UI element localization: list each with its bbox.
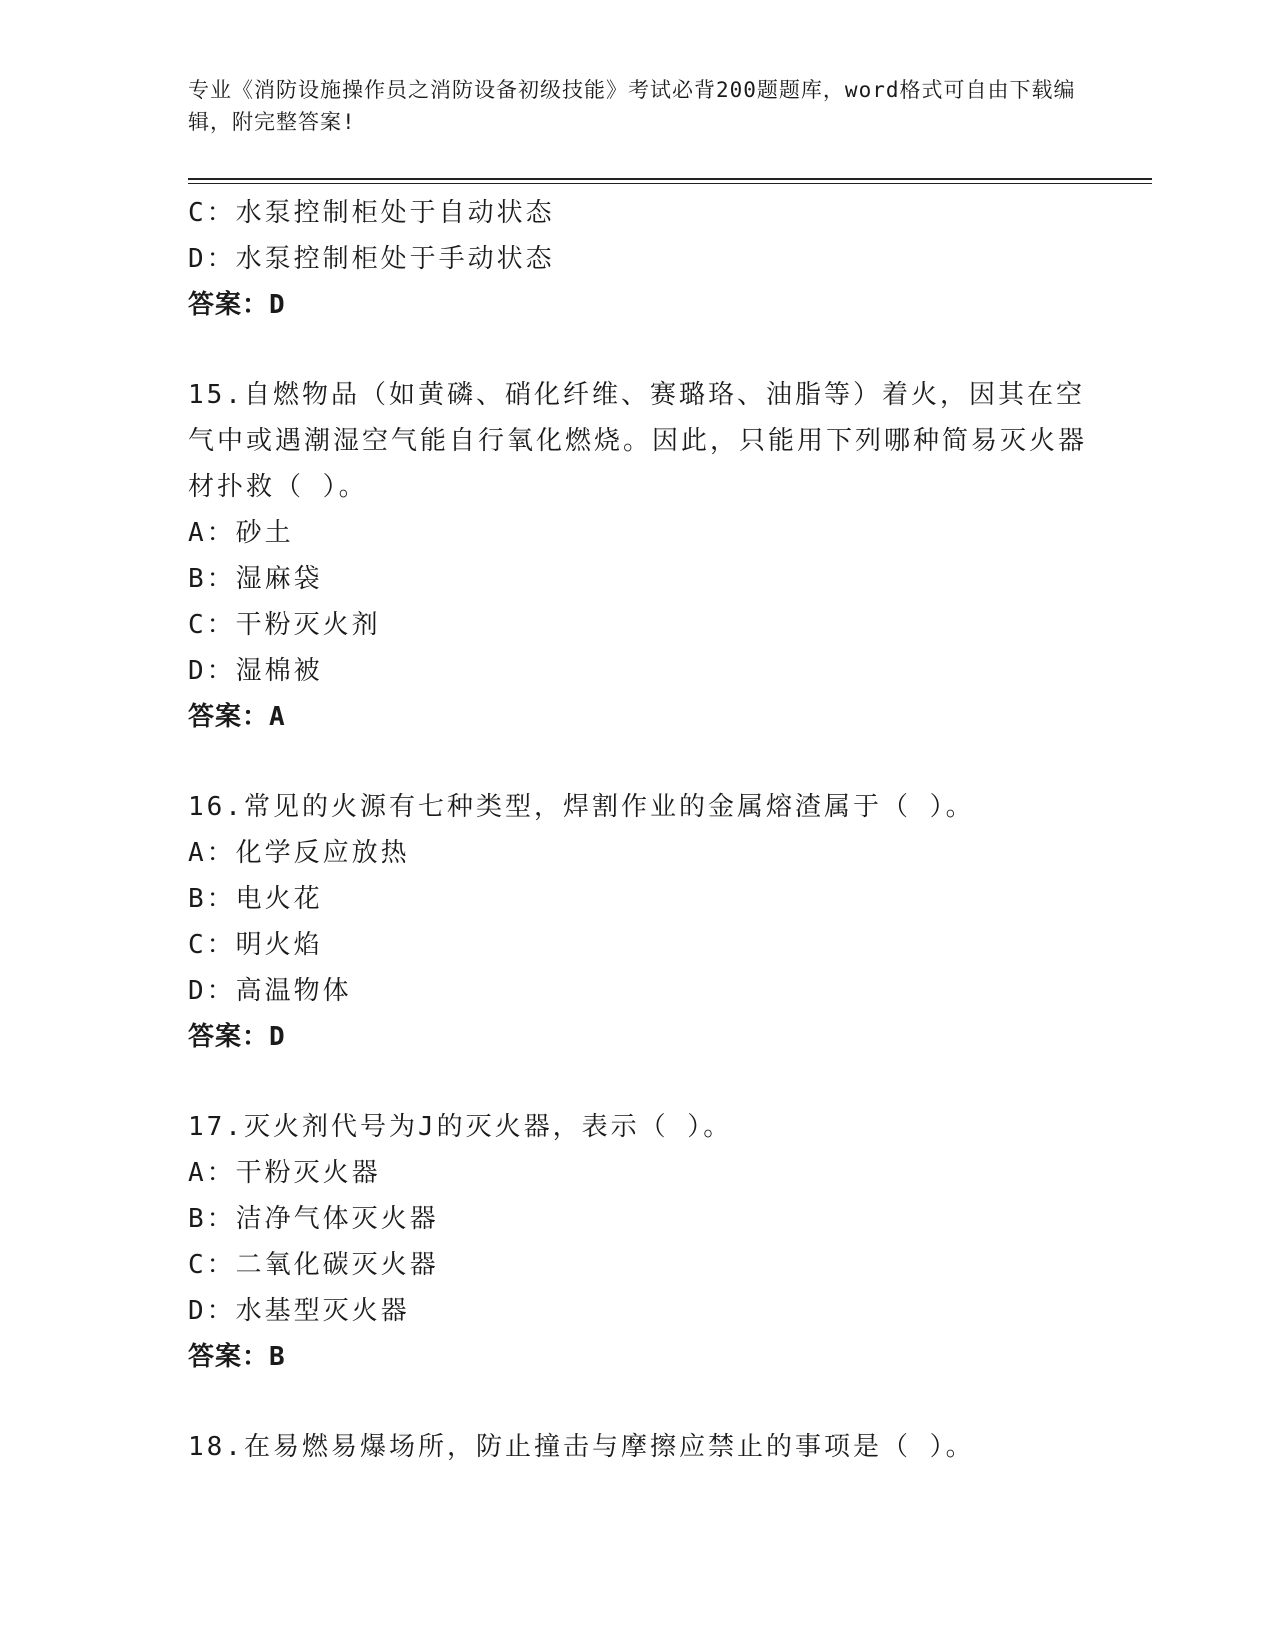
answer-line: 答案：B bbox=[188, 1342, 286, 1372]
option-c: C：水泵控制柜处于自动状态 bbox=[188, 198, 555, 228]
option-b: B：湿麻袋 bbox=[188, 564, 323, 594]
answer-line: 答案：D bbox=[188, 1022, 286, 1052]
answer-line: 答案：A bbox=[188, 702, 286, 732]
question-text: 15.自燃物品（如黄磷、硝化纤维、赛璐珞、油脂等）着火，因其在空气中或遇潮湿空气能自行氧化燃烧。因此，只能用下列哪种简易灭火器材扑救（ ）。 bbox=[188, 380, 1088, 502]
question-16 bbox=[188, 784, 1088, 1060]
option-d: D：湿棉被 bbox=[188, 656, 323, 686]
option-b: B：洁净气体灭火器 bbox=[188, 1204, 439, 1234]
option-b: B：电火花 bbox=[188, 884, 323, 914]
option-c: C：二氧化碳灭火器 bbox=[188, 1250, 439, 1280]
option-a: A：化学反应放热 bbox=[188, 838, 410, 868]
header-divider-thin bbox=[188, 183, 1152, 184]
option-d: D：水泵控制柜处于手动状态 bbox=[188, 244, 555, 274]
option-a: A：干粉灭火器 bbox=[188, 1158, 381, 1188]
question-18 bbox=[188, 1424, 1088, 1470]
question-15 bbox=[188, 372, 1088, 740]
option-c: C：明火焰 bbox=[188, 930, 323, 960]
question-text: 18.在易燃易爆场所，防止撞击与摩擦应禁止的事项是（ ）。 bbox=[188, 1432, 975, 1462]
question-17 bbox=[188, 1104, 1088, 1380]
header-divider-thick bbox=[188, 178, 1152, 180]
question-text: 17.灭火剂代号为J的灭火器，表示（ ）。 bbox=[188, 1112, 733, 1142]
question-text: 16.常见的火源有七种类型，焊割作业的金属熔渣属于（ ）。 bbox=[188, 792, 975, 822]
answer-line: 答案：D bbox=[188, 290, 286, 320]
question-content bbox=[188, 190, 1088, 1470]
option-c: C：干粉灭火剂 bbox=[188, 610, 381, 640]
option-a: A：砂土 bbox=[188, 518, 294, 548]
document-header: 专业《消防设施操作员之消防设备初级技能》考试必背200题题库，word格式可自由下载编辑，附完整答案! bbox=[188, 78, 1076, 134]
option-d: D：水基型灭火器 bbox=[188, 1296, 410, 1326]
option-d: D：高温物体 bbox=[188, 976, 352, 1006]
